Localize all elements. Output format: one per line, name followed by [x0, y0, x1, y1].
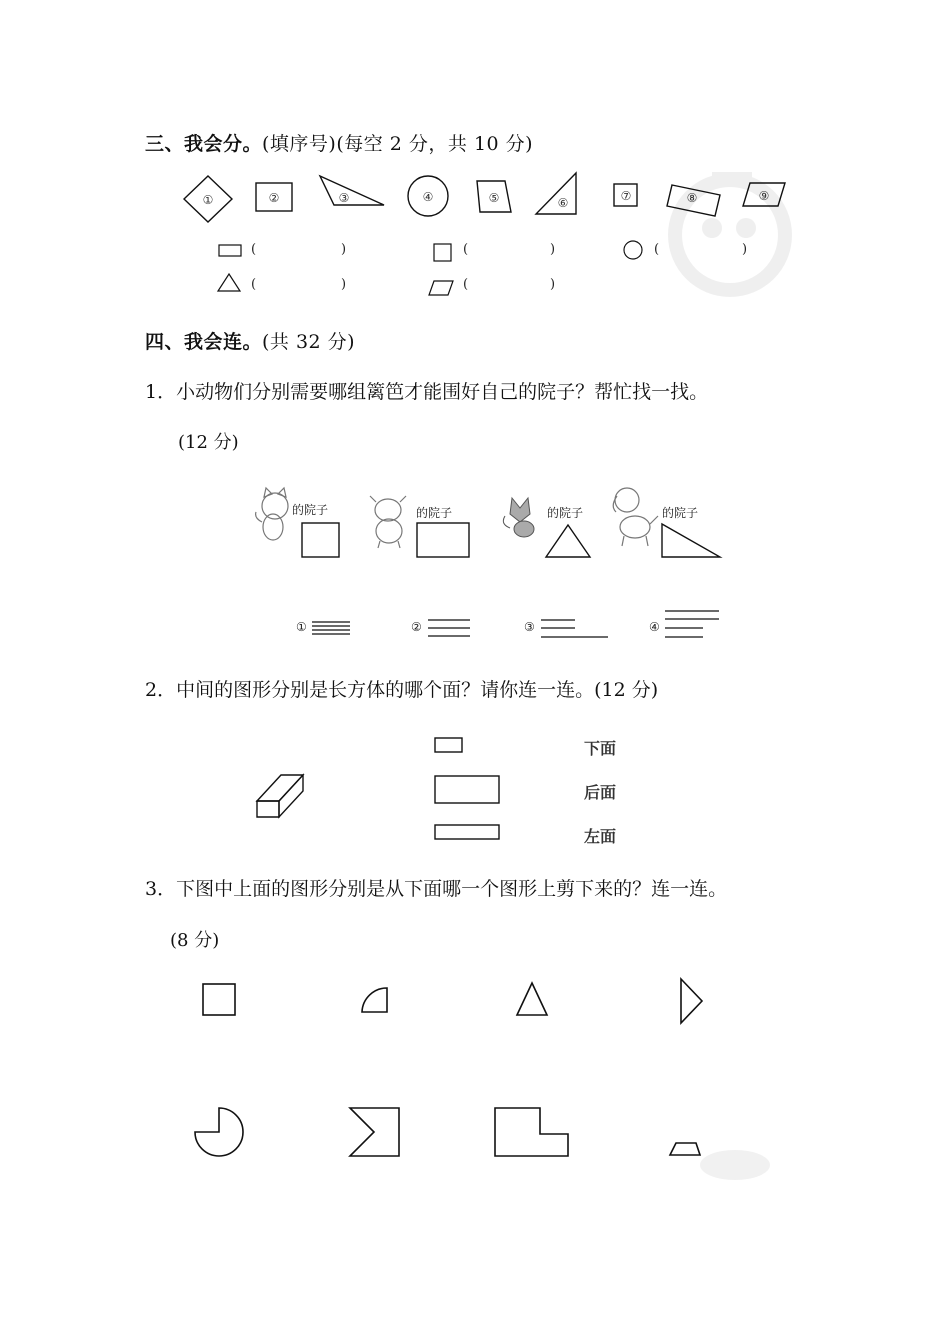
shape-number-2: ② [268, 191, 280, 205]
face-label-back: 后面 [584, 783, 617, 802]
dog-icon [613, 488, 658, 546]
shape-number-5: ⑤ [488, 191, 500, 205]
answer-bracket-close-circle: ) [742, 242, 748, 257]
shape-7-rectangle [614, 184, 637, 206]
face-large-rectangle [435, 776, 499, 803]
q2-question: 中间的图形分别是长方体的哪个面？请你连一连。(12 分) [176, 679, 659, 701]
source-shape-l-shape [495, 1108, 568, 1156]
shape-number-8: ⑧ [686, 191, 698, 205]
answer-bracket-close-square: ) [550, 242, 556, 257]
cow-yard-rectangle [417, 523, 469, 557]
q1-text [145, 377, 708, 404]
face-small-rectangle [435, 738, 462, 752]
answer-bracket-open-rectangle: ( [251, 242, 257, 257]
cuboid-icon [257, 775, 303, 817]
shape-5-quadrilateral [477, 181, 511, 212]
parallelogram-icon [429, 281, 453, 295]
cat-yard-label: 的院子 [292, 503, 329, 517]
fence-option-1 [312, 622, 350, 634]
circle-icon [624, 241, 642, 259]
dog-yard-right-triangle [662, 524, 720, 557]
cut-shape-triangle [517, 983, 547, 1015]
fox-yard-triangle [546, 525, 590, 557]
q3-number: 3． [145, 878, 177, 900]
answer-bracket-close-parallelogram: ) [550, 277, 556, 292]
section3-title: 三、我会分。 [145, 133, 263, 155]
triangle-icon [218, 274, 240, 291]
fence-option-2 [428, 620, 470, 636]
section4-note: (共 32 分) [262, 331, 356, 353]
dog-yard-label: 的院子 [662, 506, 699, 520]
section4-heading [145, 327, 355, 354]
cat-yard-square [302, 523, 339, 557]
section3-note: (填序号)(每空 2 分，共 10 分) [262, 133, 534, 155]
q1-number: 1． [145, 381, 177, 403]
shape-2-square [256, 183, 292, 211]
q3-text [145, 874, 727, 901]
cut-shape-square [203, 984, 235, 1015]
shape-3-triangle [320, 176, 384, 205]
shape-number-7: ⑦ [620, 189, 632, 203]
q1-score: (12 分) [178, 432, 239, 453]
source-shape-three-quarter-circle [195, 1108, 243, 1156]
cow-yard-label: 的院子 [416, 506, 453, 520]
q3-score: (8 分) [170, 930, 220, 951]
source-shape-trapezoid [670, 1143, 700, 1155]
shape-number-9: ⑨ [758, 189, 770, 203]
shape-4-circle [408, 176, 448, 216]
shape-number-6: ⑥ [557, 196, 569, 210]
fox-icon [503, 498, 534, 537]
fence-option-3-number: ③ [524, 620, 535, 634]
q2-number: 2． [145, 679, 177, 701]
q1-question: 小动物们分别需要哪组篱笆才能围好自己的院子？帮忙找一找。 [176, 381, 709, 403]
source-shape-notched-rectangle [350, 1108, 399, 1156]
face-label-left: 左面 [584, 827, 617, 846]
shape-1-diamond [184, 176, 232, 222]
answer-bracket-open-triangle: ( [251, 277, 257, 292]
answer-bracket-close-rectangle: ) [341, 242, 347, 257]
fence-option-4 [665, 611, 719, 637]
answer-bracket-open-circle: ( [654, 242, 660, 257]
shape-number-3: ③ [338, 191, 350, 205]
fence-option-1-number: ① [296, 620, 307, 634]
face-label-bottom: 下面 [584, 739, 617, 758]
answer-bracket-open-parallelogram: ( [463, 277, 469, 292]
shape-number-1: ① [202, 193, 214, 207]
fence-option-2-number: ② [411, 620, 422, 634]
fence-option-4-number: ④ [649, 620, 660, 634]
cow-icon [370, 496, 406, 548]
answer-bracket-close-triangle: ) [341, 277, 347, 292]
q3-question: 下图中上面的图形分别是从下面哪一个图形上剪下来的？连一连。 [176, 878, 728, 900]
cut-shape-quarter-circle [362, 988, 387, 1012]
shape-6-right-triangle [536, 173, 576, 214]
fox-yard-label: 的院子 [547, 506, 584, 520]
shape-number-4: ④ [422, 190, 434, 204]
section4-title: 四、我会连。 [145, 331, 263, 353]
answer-bracket-open-square: ( [463, 242, 469, 257]
cat-icon [256, 488, 288, 540]
rectangle-icon [219, 245, 241, 256]
cut-shape-arrow-triangle [681, 979, 702, 1023]
watermark-bottom-icon [700, 1150, 770, 1180]
face-long-rectangle [435, 825, 499, 839]
square-icon [434, 244, 451, 261]
fence-option-3 [541, 620, 608, 637]
q2-text [145, 675, 658, 702]
